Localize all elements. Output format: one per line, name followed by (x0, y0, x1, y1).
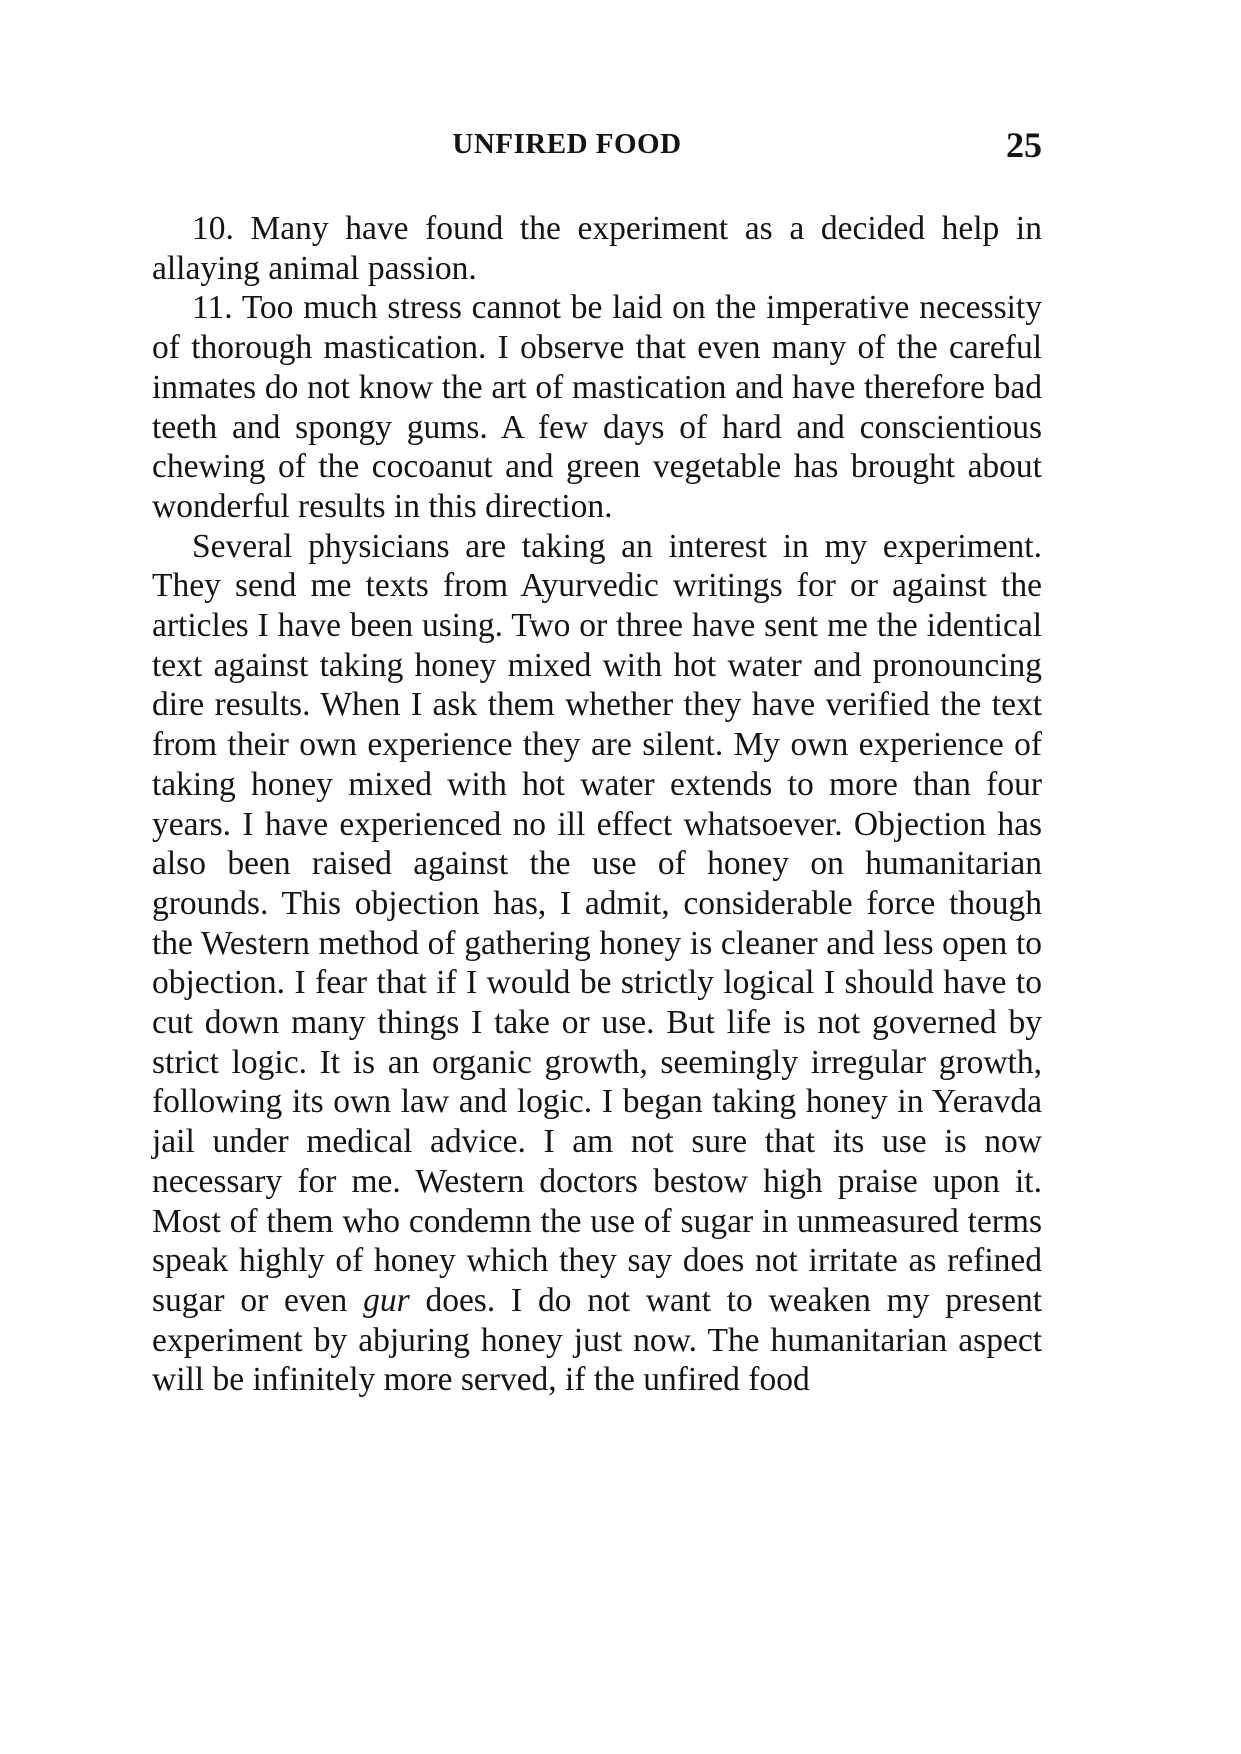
page-number: 25 (1006, 125, 1042, 165)
paragraph-honey-discussion (152, 527, 1042, 1400)
paragraph-text: 11. Too much stress cannot be laid on the imperative necessity of thorough mastication. I observe that even many of the careful inmates do not know the art of mastication and have therefore bad teeth and spongy gums. A few days of hard and conscientious chewing of the cocoanut and green vegetable has brought about wonderful results in this direction. (152, 289, 1042, 525)
paragraph-item-10 (152, 209, 1042, 288)
paragraph-text: Several physicians are taking an interest in my experiment. They send me texts from Ayurvedic writings for or against the articles I have been using. Two or three have sent me the identical text against taking honey mixed with hot water and pronouncing dire results. When I ask them whether they have verified the text from their own experience they are silent. My own experience of taking honey mixed with hot water extends to more than four years. I have experienced no ill effect whatsoever. Objection has also been raised against the use of honey on humanitarian grounds. This objection has, I admit, considerable force though the Western method of gathering honey is cleaner and less open to objection. I fear that if I would be strictly logical I should have to cut down many things I take or use. But life is not governed by strict logic. It is an organic growth, seemingly irregular growth, following its own law and logic. I began taking honey in Yeravda jail under medical advice. I am not sure that its use is now necessary for me. Western doctors bestow high praise upon it. Most of them who condemn the use of sugar in unmeasured terms speak highly of honey which they say does not irritate as refined sugar or even (152, 527, 1042, 1319)
paragraph-text-continued: does. I do not want to weaken my present experiment by abjuring honey just now. The humanitarian aspect will be infinitely more served, if the unfired food (152, 1281, 1043, 1399)
running-title: UNFIRED FOOD (452, 128, 682, 160)
paragraph-item-11 (152, 288, 1042, 526)
paragraph-text: 10. Many have found the experiment as a decided help in allaying animal passion. (152, 210, 1042, 287)
body-text (152, 209, 1042, 1400)
italic-term-gur: gur (363, 1281, 410, 1319)
running-header (152, 125, 1042, 176)
